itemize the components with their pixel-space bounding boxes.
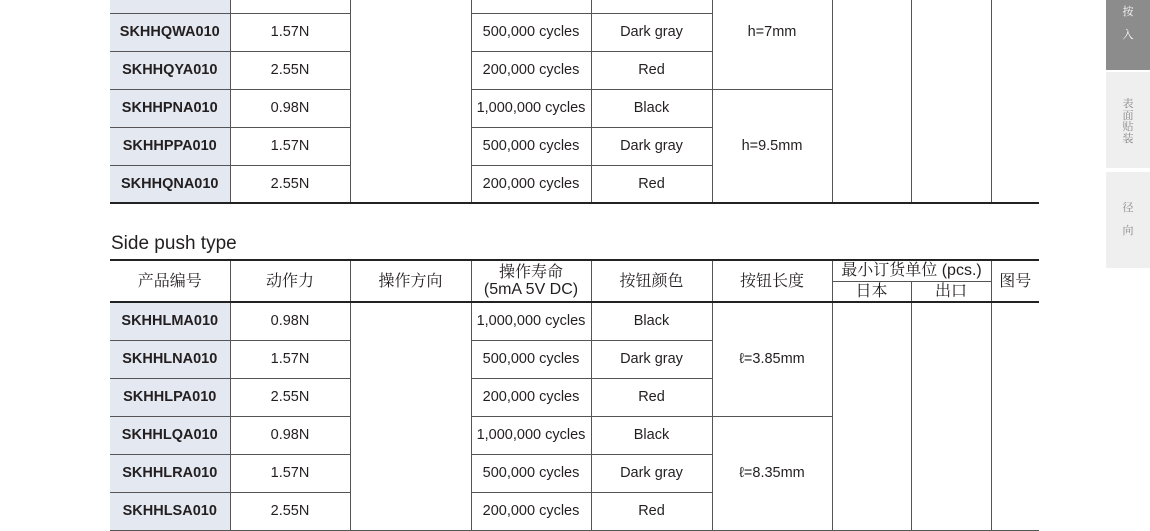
color-cell — [591, 0, 712, 13]
life-cell: 200,000 cycles — [471, 492, 591, 530]
side-push-table — [110, 259, 1039, 531]
section-title: Side push type — [111, 233, 237, 254]
direction-cell — [350, 302, 471, 530]
export-order-cell — [911, 302, 991, 530]
length-cell: h=7mm — [712, 0, 832, 89]
life-cell: 500,000 cycles — [471, 13, 591, 51]
force-cell: 0.98N — [230, 416, 350, 454]
life-cell: 200,000 cycles — [471, 378, 591, 416]
model-cell: SKHHLNA010 — [110, 340, 230, 378]
life-cell — [471, 0, 591, 13]
header-japan: 日本 — [832, 281, 911, 302]
header-drawing: 图号 — [991, 260, 1039, 302]
force-cell: 0.98N — [230, 302, 350, 340]
header-life-line2: (5mA 5V DC) — [483, 281, 579, 298]
life-cell: 1,000,000 cycles — [471, 89, 591, 127]
model-cell: SKHHQWA010 — [110, 13, 230, 51]
drawing-cell — [991, 0, 1039, 203]
color-cell: Black — [591, 416, 712, 454]
table-row — [110, 0, 1039, 13]
life-cell: 500,000 cycles — [471, 127, 591, 165]
color-cell: Dark gray — [591, 13, 712, 51]
header-force: 动作力 — [230, 260, 350, 302]
life-cell: 500,000 cycles — [471, 454, 591, 492]
top-product-table — [110, 0, 1039, 204]
life-cell: 200,000 cycles — [471, 165, 591, 203]
length-cell: ℓ=3.85mm — [712, 302, 832, 416]
force-cell: 0.98N — [230, 89, 350, 127]
side-tab-radial[interactable] — [1106, 172, 1150, 268]
force-cell: 2.55N — [230, 165, 350, 203]
japan-order-cell — [832, 0, 911, 203]
header-life — [471, 260, 591, 302]
color-cell: Black — [591, 302, 712, 340]
model-cell: SKHHLQA010 — [110, 416, 230, 454]
model-cell: SKHHLPA010 — [110, 378, 230, 416]
color-cell: Red — [591, 51, 712, 89]
life-cell: 200,000 cycles — [471, 51, 591, 89]
force-cell: 2.55N — [230, 51, 350, 89]
drawing-cell — [991, 302, 1039, 530]
color-cell: Red — [591, 165, 712, 203]
header-row — [110, 260, 1039, 281]
header-color: 按钮颜色 — [591, 260, 712, 302]
force-cell: 1.57N — [230, 13, 350, 51]
header-model: 产品编号 — [110, 260, 230, 302]
japan-order-cell — [832, 302, 911, 530]
export-order-cell — [911, 0, 991, 203]
model-cell: SKHHLSA010 — [110, 492, 230, 530]
force-cell: 1.57N — [230, 340, 350, 378]
force-cell: 1.57N — [230, 127, 350, 165]
color-cell: Red — [591, 492, 712, 530]
side-tab-label: 按 入 — [1122, 5, 1134, 41]
model-cell: SKHHPNA010 — [110, 89, 230, 127]
model-cell — [110, 0, 230, 13]
header-min-order: 最小订货单位 (pcs.) — [832, 260, 991, 281]
header-length: 按钮长度 — [712, 260, 832, 302]
side-tab-surface-mount[interactable] — [1106, 72, 1150, 168]
model-cell: SKHHQNA010 — [110, 165, 230, 203]
table-row — [110, 302, 1039, 340]
force-cell: 1.57N — [230, 454, 350, 492]
life-cell: 500,000 cycles — [471, 340, 591, 378]
color-cell: Dark gray — [591, 340, 712, 378]
force-cell: 2.55N — [230, 378, 350, 416]
model-cell: SKHHPPA010 — [110, 127, 230, 165]
header-direction: 操作方向 — [350, 260, 471, 302]
direction-cell — [350, 0, 471, 203]
side-tab-label: 径 向 — [1122, 201, 1134, 237]
color-cell: Black — [591, 89, 712, 127]
length-cell: h=9.5mm — [712, 89, 832, 203]
color-cell: Red — [591, 378, 712, 416]
force-cell: 2.55N — [230, 492, 350, 530]
color-cell: Dark gray — [591, 127, 712, 165]
life-cell: 1,000,000 cycles — [471, 302, 591, 340]
force-cell — [230, 0, 350, 13]
header-life-line1: 操作寿命 — [498, 264, 563, 281]
side-tab-press-in[interactable] — [1106, 0, 1150, 70]
model-cell: SKHHLMA010 — [110, 302, 230, 340]
model-cell: SKHHLRA010 — [110, 454, 230, 492]
side-tab-label: 表 面 贴 装 — [1122, 97, 1134, 145]
model-cell: SKHHQYA010 — [110, 51, 230, 89]
life-cell: 1,000,000 cycles — [471, 416, 591, 454]
length-cell: ℓ=8.35mm — [712, 416, 832, 530]
color-cell: Dark gray — [591, 454, 712, 492]
header-export: 出口 — [911, 281, 991, 302]
